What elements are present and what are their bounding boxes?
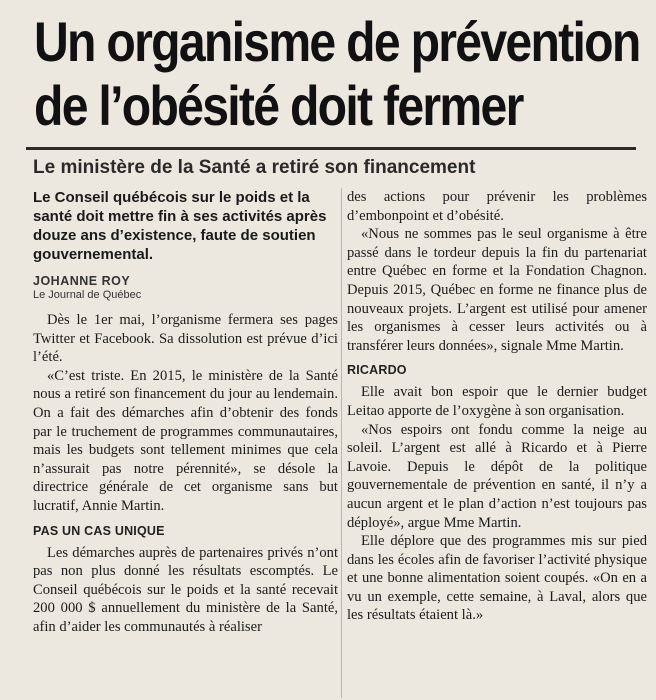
subhead: RICARDO [347, 363, 407, 378]
byline-author: JOHANNE ROY [33, 274, 131, 288]
column-divider [341, 188, 342, 698]
paragraph: Les démarches auprès de partenaires privés n’ont pas non plus donné les résultats escomptés. Le Conseil québécois sur le poids et la santé recevait 200 000 $ annuellement du ministère de la Santé, afin d’aider les communautés à réaliser [33, 544, 338, 635]
paragraph: des actions pour prévenir les problèmes d’embonpoint et d’obésité. [347, 189, 647, 224]
paragraph: Dès le 1er mai, l’organisme fermera ses pages Twitter et Facebook. Sa dissolution est prévue d’ici l’été. [33, 312, 338, 366]
headline-line-2: de l’obésité doit fermer [34, 74, 523, 137]
paragraph: Elle avait bon espoir que le dernier budget Leitao apporte de l’oxygène à son organisation. [347, 384, 647, 419]
byline-outlet: Le Journal de Québec [33, 289, 142, 301]
paragraph: «Nous ne sommes pas le seul organisme à être passé dans le tordeur depuis la fin du partenariat entre Québec en forme et la Fondation Chagnon. Depuis 2015, Québec en forme ne finance plus de nouveaux projets. L’argent est utilisé pour amener les organismes à cesser leurs activités ou à transférer leurs données», signale Mme Martin. [347, 226, 647, 354]
headline-rule [26, 147, 636, 150]
paragraph: «C’est triste. En 2015, le ministère de la Santé nous a retiré son financement du jour au lendemain. On a fait des démarches afin d’obtenir des fonds par le truchement de programmes communautaires, mais les budgets sont tellement minimes que cela n’assurait pas notre pérennité», se désole la directrice générale de cet organisme sans but lucratif, Annie Martin. [33, 367, 338, 514]
lede: Le Conseil québécois sur le poids et la santé doit mettre fin à ses activités après douze ans d’existence, faute de soutien gouvernemental. [33, 189, 327, 263]
right-column [347, 188, 647, 625]
headline [34, 10, 640, 138]
left-column [33, 188, 338, 637]
paragraph: «Nos espoirs ont fondu comme la neige au soleil. L’argent est allé à Ricardo et à Pierre Lavoie. Depuis le dépôt de la politique gouvernementale de prévention en santé, il n’y a aucun argent et le plan d’action n’est toujours pas déployé», argue Mme Martin. [347, 421, 647, 531]
paragraph: Elle déplore que des programmes mis sur pied dans les écoles afin de favoriser l’activité physique et une bonne alimentation soient coupés. «On en a vu un exemple, cette semaine, à Laval, alors que les résultats étaient là.» [347, 533, 647, 624]
headline-line-1: Un organisme de prévention [34, 10, 640, 73]
deck-subtitle: Le ministère de la Santé a retiré son financement [33, 157, 476, 178]
subhead: PAS UN CAS UNIQUE [33, 523, 165, 538]
